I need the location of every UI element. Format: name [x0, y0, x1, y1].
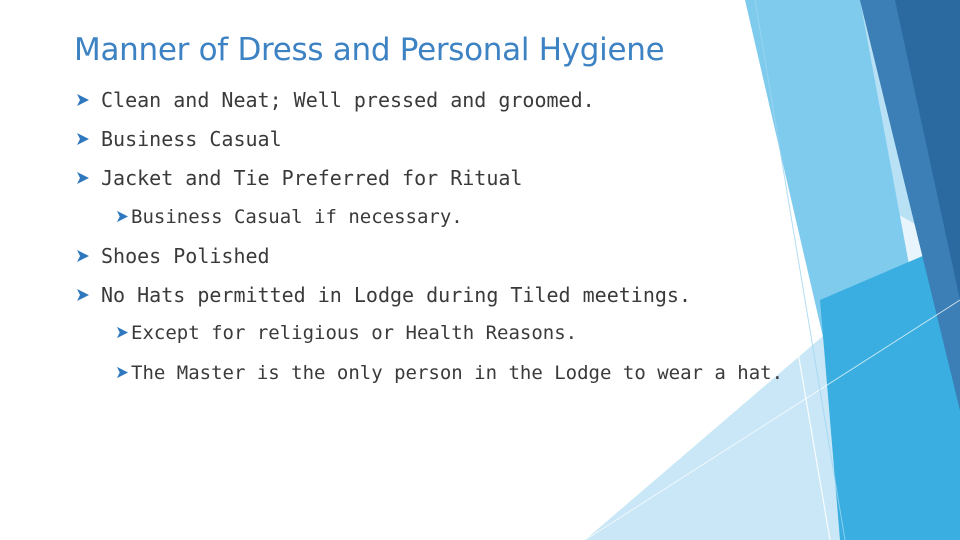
- bullet-item: [76, 88, 595, 112]
- bullet-text: The Master is the only person in the Lodge to wear a hat.: [131, 362, 784, 384]
- right-arrowhead-icon: [116, 366, 129, 379]
- bullet-item: [76, 166, 522, 190]
- bullet-item: [76, 283, 691, 307]
- right-arrowhead-icon: [76, 93, 90, 107]
- sub-bullet-item: [116, 362, 783, 384]
- sub-bullet-item: [116, 322, 577, 344]
- bullet-text: No Hats permitted in Lodge during Tiled meetings.: [101, 283, 692, 307]
- bullet-text: Jacket and Tie Preferred for Ritual: [101, 166, 523, 190]
- bullet-item: [76, 127, 282, 151]
- right-arrowhead-icon: [76, 132, 90, 146]
- bullet-text: Except for religious or Health Reasons.: [131, 322, 578, 344]
- sub-bullet-item: [116, 206, 463, 228]
- right-arrowhead-icon: [116, 210, 129, 223]
- right-arrowhead-icon: [76, 249, 90, 263]
- right-arrowhead-icon: [76, 288, 90, 302]
- bullet-text: Business Casual if necessary.: [131, 206, 463, 228]
- right-arrowhead-icon: [116, 326, 129, 339]
- right-arrowhead-icon: [76, 171, 90, 185]
- slide-title: Manner of Dress and Personal Hygiene: [74, 32, 665, 68]
- bullet-text: Business Casual: [101, 127, 282, 151]
- bullet-text: Clean and Neat; Well pressed and groomed.: [101, 88, 595, 112]
- bullet-item: [76, 244, 270, 268]
- bullet-text: Shoes Polished: [101, 244, 270, 268]
